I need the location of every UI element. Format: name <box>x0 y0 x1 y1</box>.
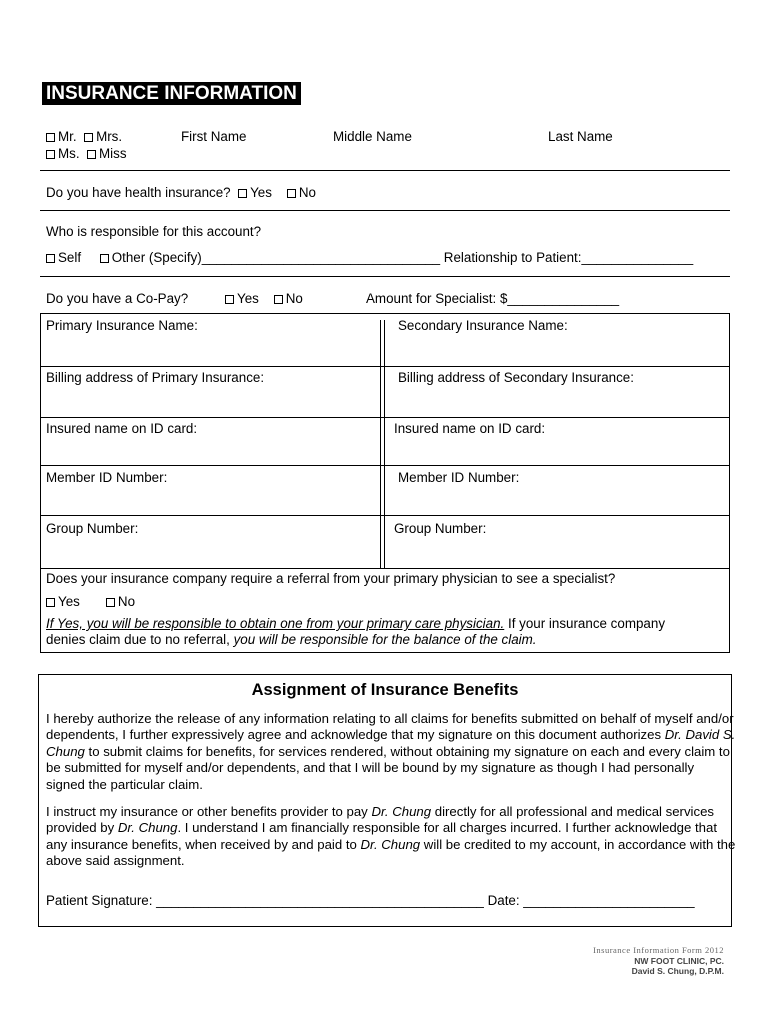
secondary-insurance-name-label: Secondary Insurance Name: <box>398 318 568 333</box>
primary-billing-label: Billing address of Primary Insurance: <box>46 370 265 385</box>
footer-clinic-name: NW FOOT CLINIC, PC. <box>634 955 724 966</box>
assignment-paragraph-2: I instruct my insurance or other benefits provider to pay Dr. Chung directly for all professional and medical services provided by Dr. Chung. I understand I am financially responsible for all charges incurred. I further acknowledge that any insurance benefits, when received by and paid to Dr. Chung will be credited to my account, in accordance with the above said assignment. <box>46 804 736 869</box>
mrs-checkbox[interactable] <box>84 133 93 142</box>
referral-no-checkbox[interactable] <box>106 598 115 607</box>
table-left-border <box>40 313 41 653</box>
copay-no-checkbox[interactable] <box>274 295 283 304</box>
secondary-insured-name-label: Insured name on ID card: <box>394 421 546 436</box>
row-divider <box>40 465 730 466</box>
responsible-options: Self Other (Specify)________________________________ Relationship to Patient:_______________ <box>46 250 693 266</box>
footer-doctor-name: David S. Chung, D.P.M. <box>631 966 724 976</box>
page-title: INSURANCE INFORMATION <box>42 82 301 105</box>
footer-form-name: Insurance Information Form 2012 <box>593 945 724 955</box>
signature-date-line[interactable]: Patient Signature: ____________________________________________ Date: _______________________ <box>46 893 695 908</box>
primary-member-id-label: Member ID Number: <box>46 470 168 485</box>
title-options-row1: Mr. Mrs. <box>46 129 122 145</box>
first-name-label: First Name <box>181 129 247 144</box>
copay-yes-checkbox[interactable] <box>225 295 234 304</box>
health-insurance-no-checkbox[interactable] <box>287 189 296 198</box>
referral-question: Does your insurance company require a referral from your primary physician to see a specialist? <box>46 571 616 586</box>
health-insurance-row: Do you have health insurance? Yes No <box>46 185 316 200</box>
relationship-field[interactable]: Relationship to Patient:_______________ <box>443 250 694 265</box>
health-insurance-yes-checkbox[interactable] <box>238 189 247 198</box>
responsible-question: Who is responsible for this account? <box>46 224 262 239</box>
secondary-member-id-label: Member ID Number: <box>398 470 520 485</box>
last-name-label: Last Name <box>548 129 613 144</box>
title-options-row2: Ms. Miss <box>46 146 127 162</box>
primary-insured-name-label: Insured name on ID card: <box>46 421 198 436</box>
table-right-border <box>729 313 730 653</box>
row-divider <box>40 417 730 418</box>
ms-checkbox[interactable] <box>46 150 55 159</box>
row-divider <box>40 515 730 516</box>
table-top-line <box>40 313 730 314</box>
copay-options: Yes No <box>225 291 303 307</box>
referral-options: Yes No <box>46 594 135 610</box>
specialist-amount-field[interactable]: Amount for Specialist: $_______________ <box>366 291 620 306</box>
referral-yes-checkbox[interactable] <box>46 598 55 607</box>
row-divider <box>40 568 730 569</box>
divider <box>40 170 730 171</box>
secondary-group-number-label: Group Number: <box>394 521 487 536</box>
row-divider <box>40 366 730 367</box>
column-divider <box>380 320 381 568</box>
other-checkbox[interactable] <box>100 254 109 263</box>
mr-checkbox[interactable] <box>46 133 55 142</box>
referral-note-line2: denies claim due to no referral, you will be responsible for the balance of the claim. <box>46 632 537 647</box>
other-specify-field[interactable]: Other (Specify)________________________________ <box>111 250 441 265</box>
divider <box>40 276 730 277</box>
assignment-paragraph-1: I hereby authorize the release of any information relating to all claims for benefits submitted on behalf of myself and/or dependents, I further expressively agree and acknowledge that my signature on this document authorizes Dr. David S. Chung to submit claims for benefits, for services rendered, without obtaining my signature on each and every claim to be submitted for myself and/or dependents, and that I will be bound by my signature as though I had personally signed the particular claim. <box>46 711 736 792</box>
middle-name-label: Middle Name <box>333 129 412 144</box>
self-checkbox[interactable] <box>46 254 55 263</box>
primary-insurance-name-label: Primary Insurance Name: <box>46 318 198 333</box>
referral-note-line1: If Yes, you will be responsible to obtain one from your primary care physician. If your insurance company <box>46 616 666 631</box>
table-bottom-line <box>40 652 730 653</box>
copay-question: Do you have a Co-Pay? <box>46 291 189 306</box>
column-divider <box>384 320 385 568</box>
assignment-title: Assignment of Insurance Benefits <box>251 681 519 699</box>
footer <box>593 945 724 977</box>
primary-group-number-label: Group Number: <box>46 521 139 536</box>
divider <box>40 210 730 211</box>
secondary-billing-label: Billing address of Secondary Insurance: <box>398 370 634 385</box>
miss-checkbox[interactable] <box>87 150 96 159</box>
